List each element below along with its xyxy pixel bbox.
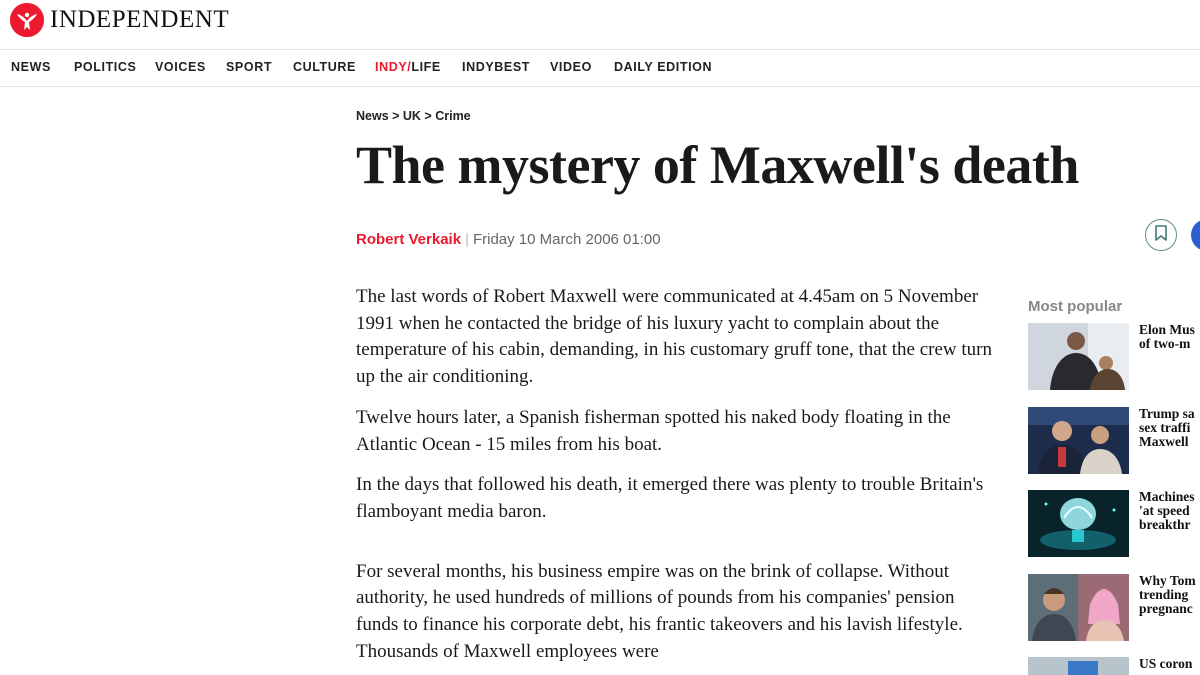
author-link[interactable]: Robert Verkaik: [356, 231, 462, 248]
bookmark-icon: [1154, 225, 1168, 246]
article-headline: The mystery of Maxwell's death: [356, 135, 1079, 195]
eagle-logo-icon: [10, 3, 44, 37]
popular-item[interactable]: [1028, 574, 1200, 642]
popular-item[interactable]: [1028, 407, 1200, 475]
nav-item-indylife-rest: LIFE: [411, 60, 441, 74]
article-paragraph: The last words of Robert Maxwell were communicated at 4.45am on 5 November 1991 when he contacted the bridge of his luxury yacht to complain about the temperature of his cabin, demanding, in his customary gruff tone, that the crew turn up the air conditioning.: [356, 286, 992, 388]
popular-item[interactable]: [1028, 657, 1200, 675]
article-paragraph: Twelve hours later, a Spanish fisherman spotted his naked body floating in the Atlantic Ocean - 15 miles from his boat.: [356, 406, 951, 455]
nav-item-sport[interactable]: SPORT: [226, 60, 273, 74]
logo-wordmark: INDEPENDENT: [50, 6, 230, 33]
popular-headline[interactable]: Why Tom trending pregnanc: [1139, 574, 1196, 616]
popular-headline[interactable]: Machines 'at speed breakthr: [1139, 490, 1195, 532]
popular-headline[interactable]: Trump sa sex traffi Maxwell: [1139, 407, 1195, 449]
popular-thumbnail[interactable]: [1028, 657, 1129, 675]
nav-item-politics[interactable]: POLITICS: [74, 60, 137, 74]
popular-thumbnail[interactable]: [1028, 490, 1129, 557]
nav-item-voices[interactable]: VOICES: [155, 60, 206, 74]
popular-item[interactable]: [1028, 323, 1200, 391]
nav-item-indybest[interactable]: INDYBEST: [462, 60, 531, 74]
bookmark-button[interactable]: [1145, 219, 1177, 251]
nav-item-video[interactable]: VIDEO: [550, 60, 592, 74]
site-header: [0, 0, 1200, 48]
share-button[interactable]: [1191, 219, 1200, 251]
article-byline: [356, 231, 661, 248]
popular-headline[interactable]: US coron: [1139, 657, 1193, 671]
publish-date: Friday 10 March 2006 01:00: [472, 231, 661, 248]
nav-item-indylife-accent: INDY/: [375, 60, 412, 74]
site-logo[interactable]: [10, 2, 229, 38]
most-popular-heading: Most popular: [1028, 298, 1123, 315]
byline-separator: |: [465, 231, 469, 248]
nav-item-indylife[interactable]: [375, 60, 441, 74]
article-paragraph: In the days that followed his death, it emerged there was plenty to trouble Britain's flamboyant media baron.: [356, 474, 984, 522]
popular-thumbnail[interactable]: [1028, 407, 1129, 474]
popular-thumbnail[interactable]: [1028, 574, 1129, 641]
popular-headline[interactable]: Elon Mus of two-m: [1139, 323, 1195, 351]
main-nav: [0, 49, 1200, 87]
popular-thumbnail[interactable]: [1028, 323, 1129, 390]
nav-item-news[interactable]: NEWS: [11, 60, 51, 74]
popular-item[interactable]: [1028, 490, 1200, 558]
breadcrumb[interactable]: News > UK > Crime: [356, 109, 471, 123]
nav-item-daily-edition[interactable]: DAILY EDITION: [614, 60, 713, 74]
article-paragraph: For several months, his business empire was on the brink of collapse. Without authority, he used hundreds of millions of pounds from his companies' pension funds to finance his corporate debt, his frantic takeovers and his lavish lifestyle. Thousands of Maxwell employees were: [356, 560, 963, 662]
article-body: [356, 284, 996, 675]
nav-item-culture[interactable]: CULTURE: [293, 60, 356, 74]
